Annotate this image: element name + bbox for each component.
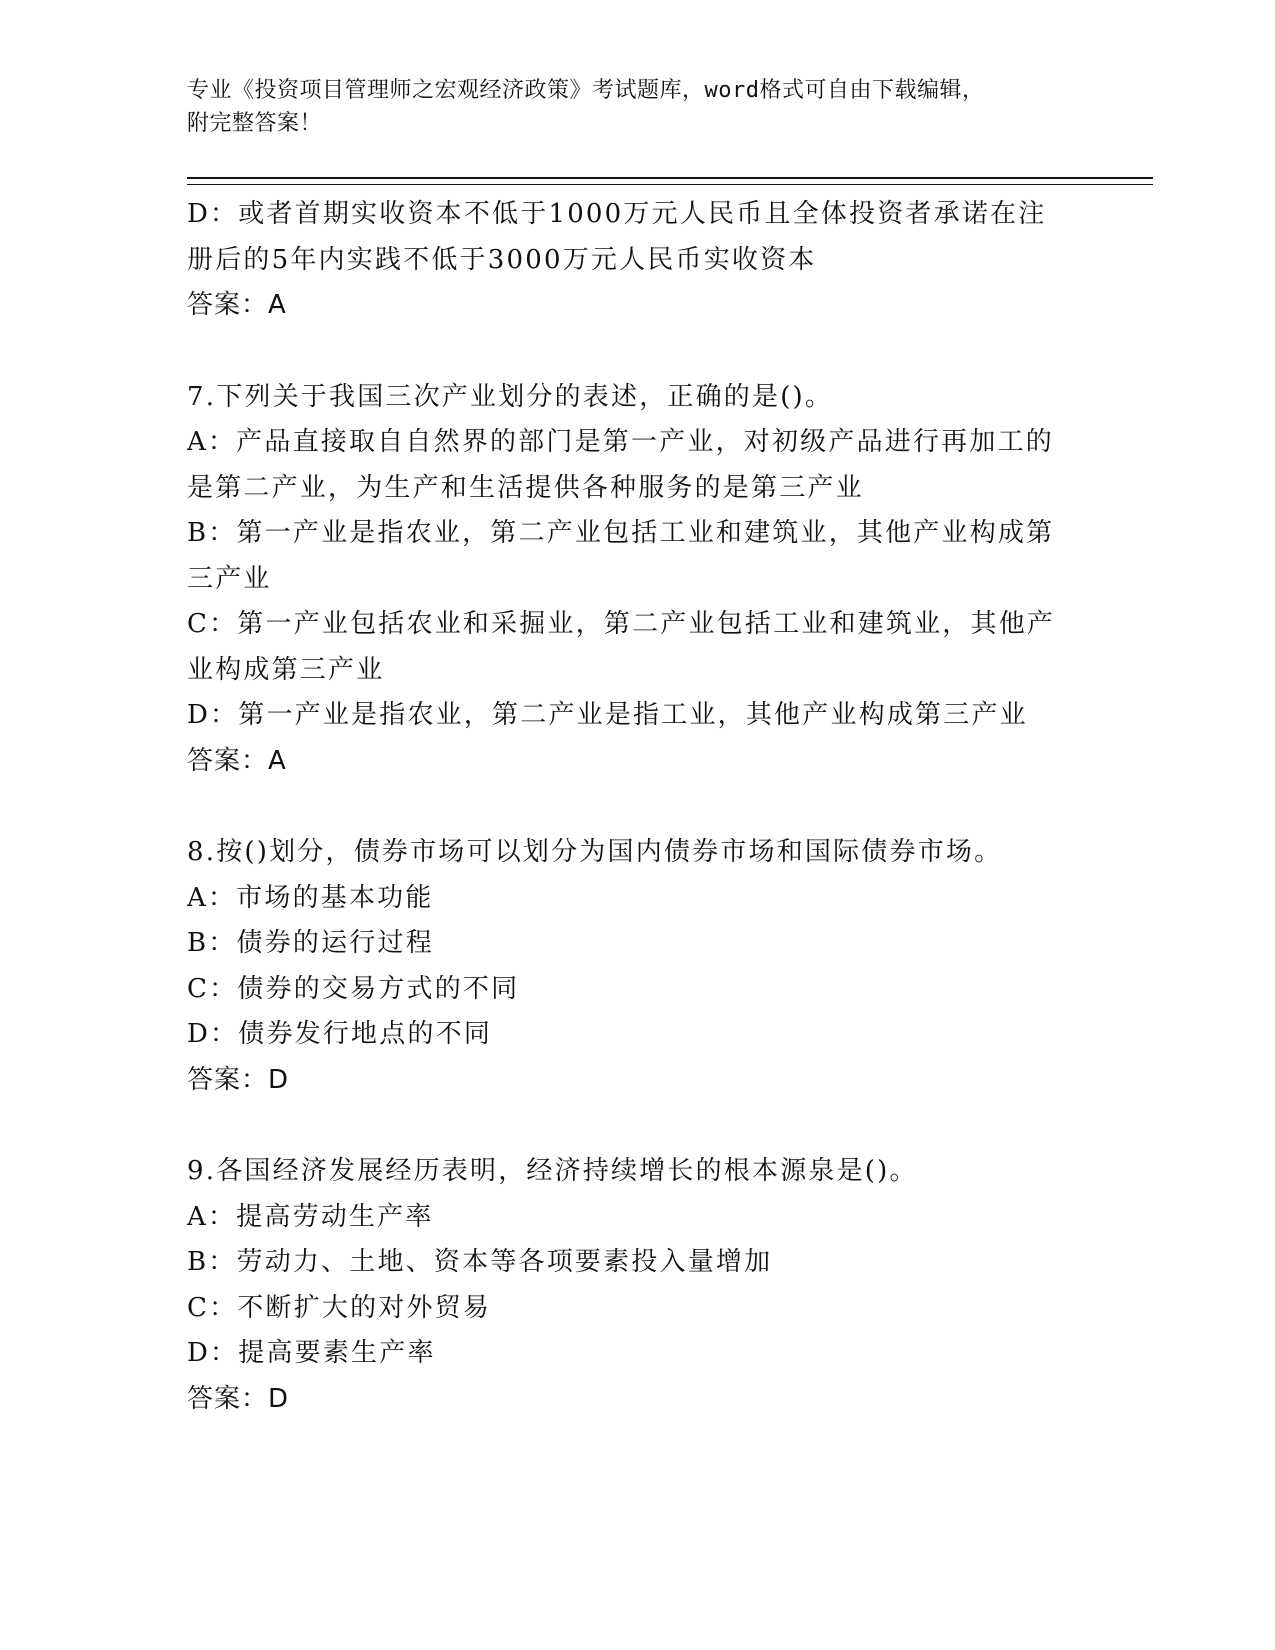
- option-a: A：市场的基本功能: [187, 882, 434, 913]
- option-d-continued: 册后的5年内实践不低于3000万元人民币实收资本: [187, 244, 817, 275]
- option-c: C：不断扩大的对外贸易: [187, 1292, 492, 1323]
- header-divider: [187, 177, 1153, 185]
- question-9: [187, 1149, 1087, 1422]
- question-stem: 8.按()划分，债券市场可以划分为国内债券市场和国际债券市场。: [187, 837, 1003, 867]
- spacer: [187, 329, 1087, 375]
- option-c: C：第一产业包括农业和采掘业，第二产业包括工业和建筑业，其他产: [187, 609, 1056, 639]
- answer: 答案：A: [187, 290, 287, 320]
- spacer: [187, 1103, 1087, 1149]
- option-b-continued: 三产业: [187, 563, 272, 594]
- option-b: B：劳动力、土地、资本等各项要素投入量增加: [187, 1247, 773, 1277]
- option-d: D：或者首期实收资本不低于1000万元人民币且全体投资者承诺在注: [187, 199, 1047, 229]
- option-a: A：产品直接取自自然界的部门是第一产业，对初级产品进行再加工的: [187, 427, 1054, 457]
- answer: 答案：A: [187, 745, 287, 776]
- option-a: A：提高劳动生产率: [187, 1201, 434, 1232]
- question-7: [187, 375, 1087, 785]
- option-d: D：债券发行地点的不同: [187, 1019, 493, 1049]
- previous-question-tail: [187, 192, 1087, 329]
- answer: 答案：D: [187, 1383, 290, 1414]
- option-a-continued: 是第二产业，为生产和生活提供各种服务的是第三产业: [187, 472, 864, 503]
- question-stem: 7.下列关于我国三次产业划分的表述，正确的是()。: [187, 381, 834, 412]
- question-8: [187, 830, 1087, 1103]
- document-header: [187, 74, 1087, 140]
- answer: 答案：D: [187, 1064, 290, 1095]
- header-line-2: 附完整答案！: [187, 111, 323, 136]
- question-list: [187, 192, 1087, 1422]
- option-d: D：提高要素生产率: [187, 1338, 436, 1368]
- spacer: [187, 784, 1087, 830]
- option-b: B：债券的运行过程: [187, 928, 434, 958]
- option-c-continued: 业构成第三产业: [187, 654, 385, 685]
- option-b: B：第一产业是指农业，第二产业包括工业和建筑业，其他产业构成第: [187, 518, 1055, 548]
- option-d: D：第一产业是指农业，第二产业是指工业，其他产业构成第三产业: [187, 700, 1028, 730]
- option-c: C：债券的交易方式的不同: [187, 973, 520, 1004]
- header-line-1: 专业《投资项目管理师之宏观经济政策》考试题库，word格式可自由下载编辑，: [187, 78, 985, 103]
- question-stem: 9.各国经济发展经历表明，经济持续增长的根本源泉是()。: [187, 1156, 918, 1186]
